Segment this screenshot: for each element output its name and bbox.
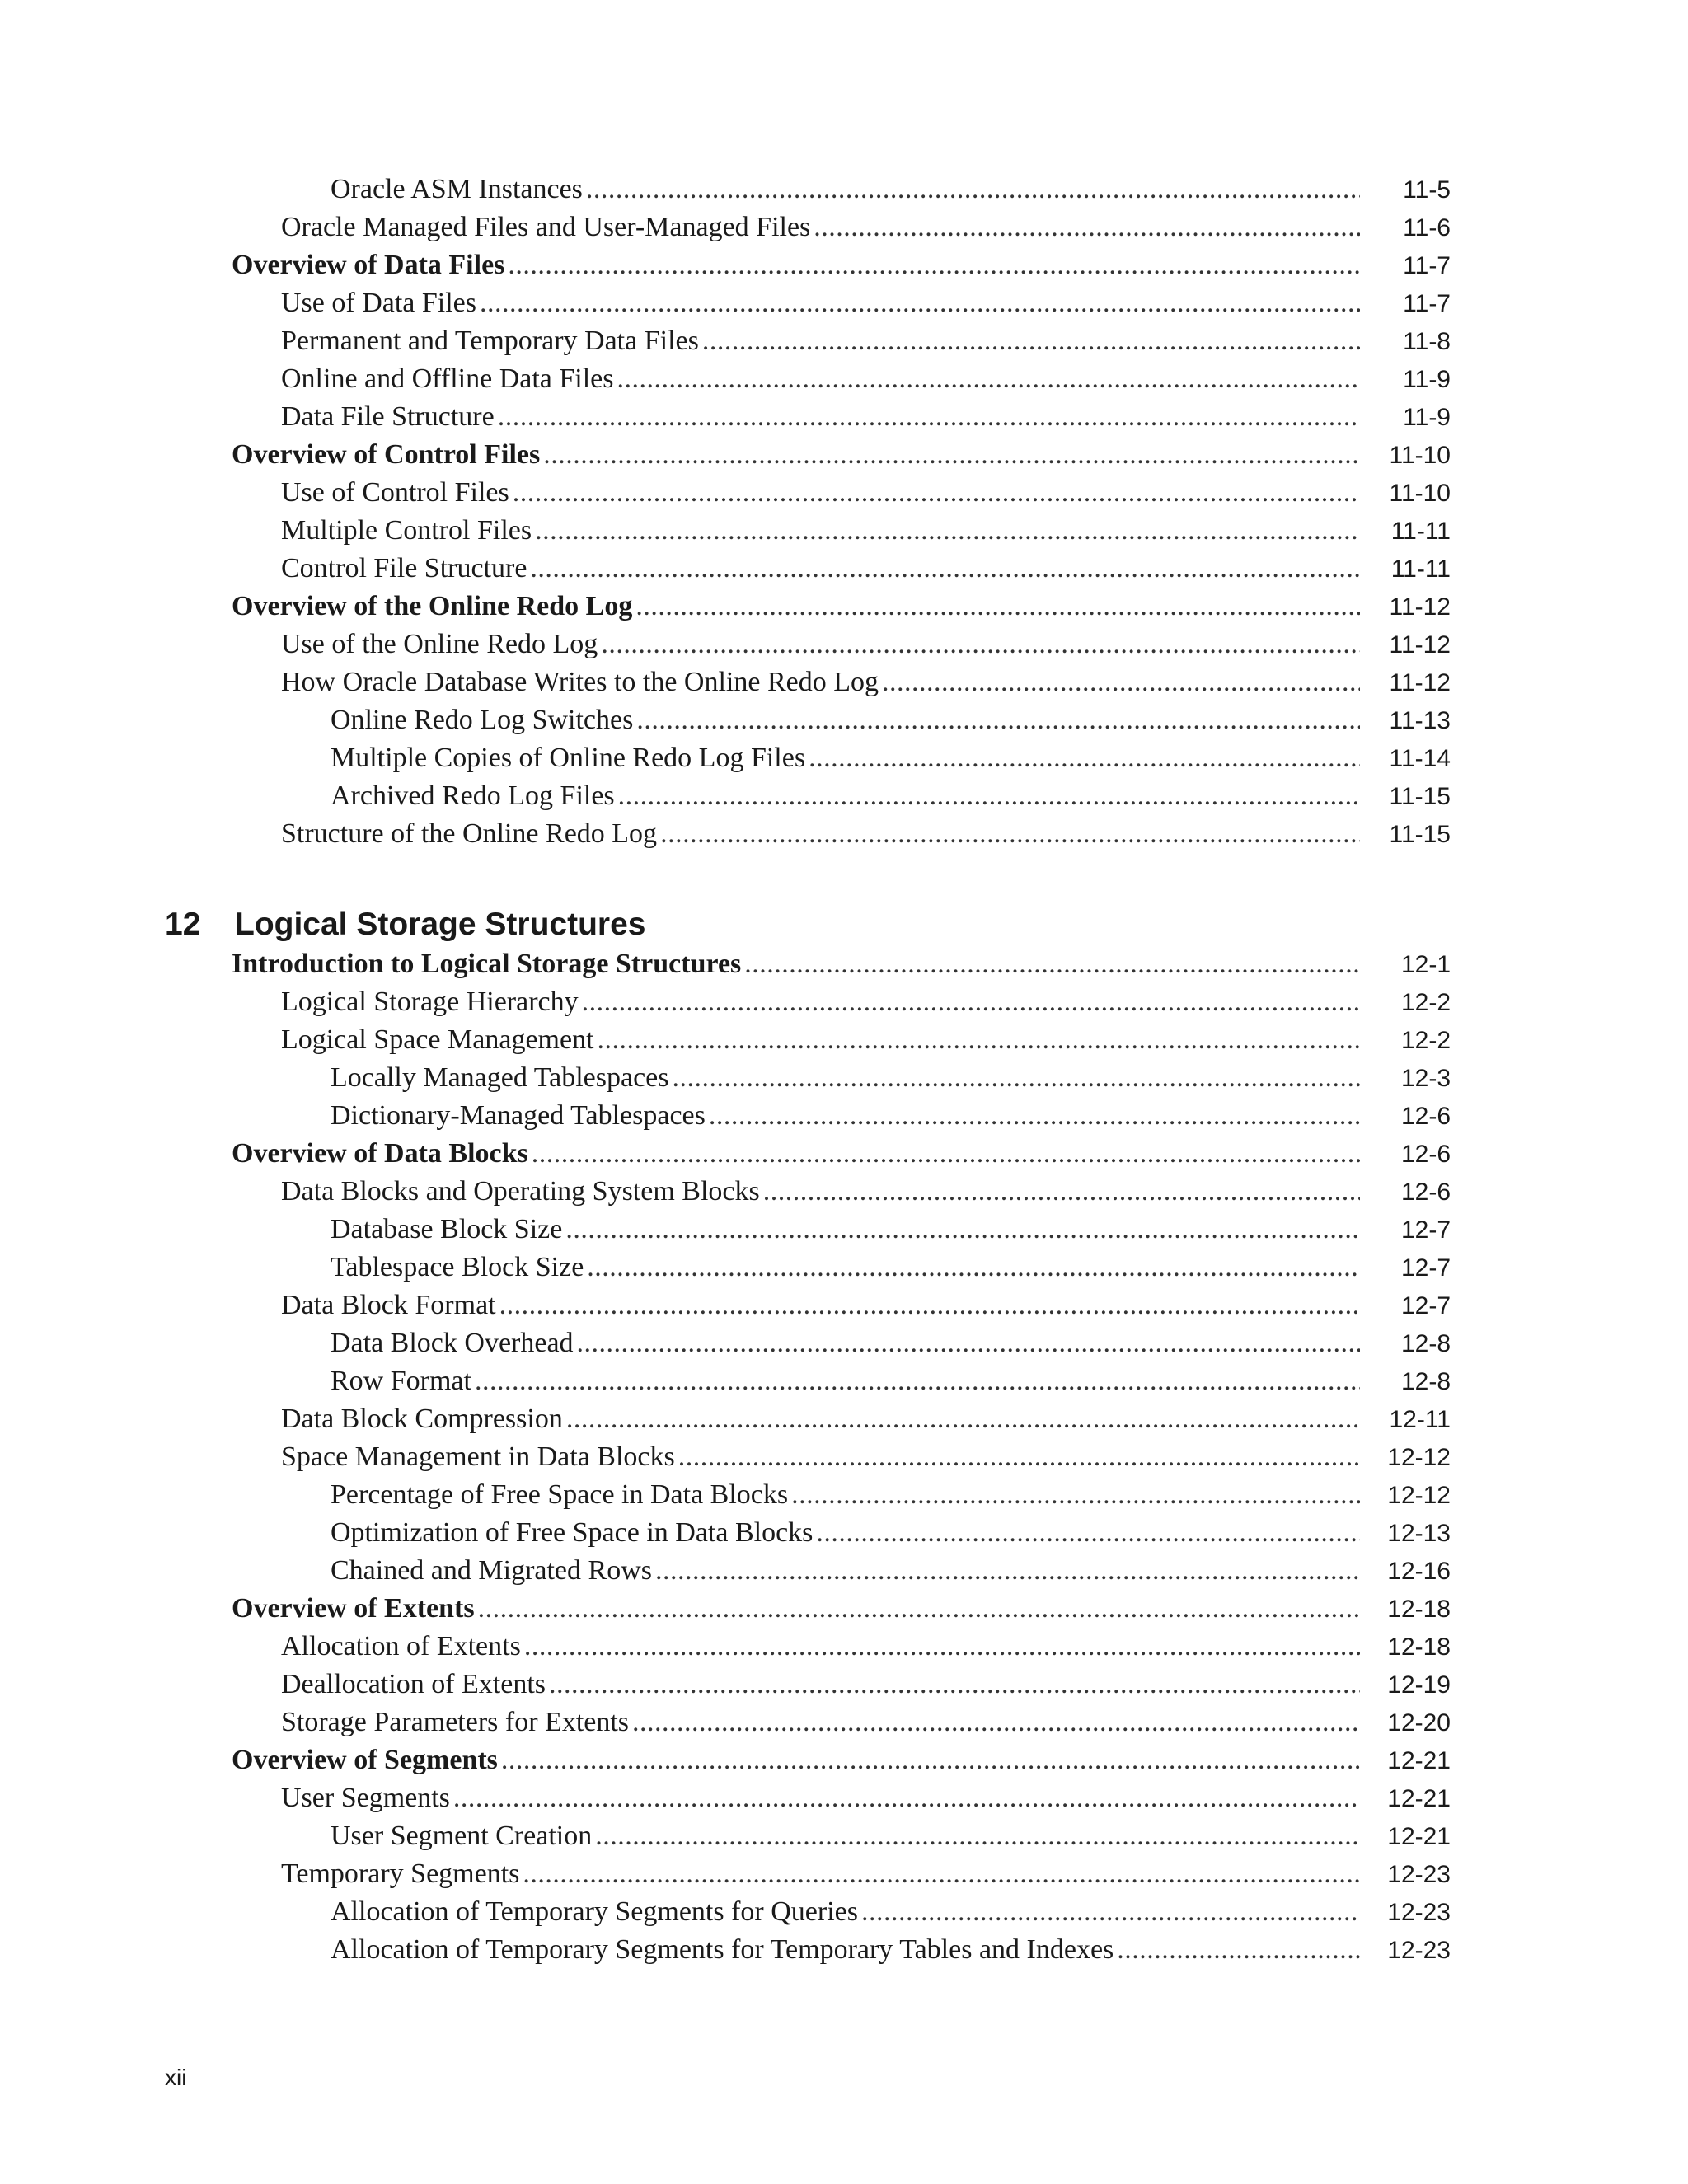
toc-entry[interactable] (232, 588, 1451, 626)
toc-page-number: 12-2 (1400, 989, 1451, 1016)
toc-entry-title: Permanent and Temporary Data Files (281, 326, 699, 356)
toc-entry-title: Space Management in Data Blocks (281, 1441, 675, 1472)
toc-entry[interactable] (281, 1173, 1451, 1211)
toc-entry[interactable] (331, 777, 1451, 815)
toc-page-number: 12-7 (1400, 1292, 1451, 1319)
toc-entry[interactable] (232, 1741, 1451, 1779)
toc-entry-title: How Oracle Database Writes to the Online Redo Log (281, 667, 879, 697)
toc-page-number: 12-8 (1400, 1330, 1451, 1357)
toc-page-number: 12-23 (1387, 1861, 1451, 1888)
dot-leader (513, 474, 1360, 512)
dot-leader (453, 1779, 1360, 1817)
toc-entry[interactable] (331, 1211, 1451, 1249)
toc-entry[interactable] (281, 1704, 1451, 1741)
toc-entry-title: Allocation of Temporary Segments for Temporary Tables and Indexes (331, 1934, 1114, 1965)
toc-page-number: 12-18 (1387, 1633, 1451, 1661)
toc-entry-title: Online Redo Log Switches (331, 705, 634, 735)
chapter-heading[interactable] (165, 903, 645, 946)
toc-page-number: 12-12 (1387, 1482, 1451, 1509)
toc-entry-title: Database Block Size (331, 1214, 563, 1244)
toc-page-number: 11-7 (1403, 290, 1451, 317)
dot-leader (1117, 1931, 1360, 1969)
dot-leader (524, 1628, 1360, 1666)
toc-entry[interactable] (331, 1476, 1451, 1514)
dot-leader (673, 1059, 1361, 1097)
toc-entry-title: Tablespace Block Size (331, 1252, 584, 1282)
toc-entry[interactable] (281, 360, 1451, 398)
toc-entry-title: Overview of the Online Redo Log (232, 591, 633, 621)
toc-page-number: 12-6 (1400, 1141, 1451, 1168)
toc-entry-title: Data Block Overhead (331, 1328, 574, 1358)
dot-leader (809, 739, 1360, 777)
dot-leader (882, 663, 1360, 701)
dot-leader (595, 1817, 1360, 1855)
toc-page-number: 12-23 (1387, 1937, 1451, 1964)
toc-page-number: 12-3 (1400, 1065, 1451, 1092)
toc-page-number: 12-11 (1389, 1406, 1451, 1433)
toc-page-number: 12-16 (1387, 1558, 1451, 1585)
toc-entry-title: Storage Parameters for Extents (281, 1707, 630, 1737)
toc-entry-title: Control File Structure (281, 553, 528, 583)
toc-entry[interactable] (281, 209, 1451, 246)
toc-entry-title: Allocation of Extents (281, 1631, 521, 1661)
dot-leader (601, 626, 1360, 663)
dot-leader (636, 701, 1360, 739)
toc-page-number: 11-14 (1389, 745, 1451, 772)
toc-entry-title: Data File Structure (281, 401, 495, 432)
toc-page-number: 11-11 (1390, 518, 1451, 545)
toc-entry-title: Overview of Data Files (232, 250, 505, 280)
toc-entry[interactable] (331, 171, 1451, 209)
toc-entry[interactable] (281, 1779, 1451, 1817)
dot-leader (635, 588, 1360, 626)
toc-entry-title: Multiple Copies of Online Redo Log Files (331, 743, 806, 773)
toc-page-number: 12-1 (1400, 951, 1451, 978)
toc-page-number: 12-13 (1387, 1520, 1451, 1547)
toc-page-number: 12-7 (1400, 1254, 1451, 1282)
dot-leader (678, 1438, 1360, 1476)
dot-leader (498, 398, 1360, 436)
toc-page-number: 11-8 (1403, 328, 1451, 355)
toc-page-number: 12-7 (1400, 1216, 1451, 1244)
toc-page-number: 11-15 (1389, 821, 1451, 848)
dot-leader (535, 512, 1360, 550)
dot-leader (582, 983, 1360, 1021)
toc-page-number: 11-7 (1403, 252, 1451, 279)
dot-leader (587, 1249, 1360, 1286)
toc-page-number: 11-11 (1390, 555, 1451, 583)
chapter-number: 12 (165, 907, 201, 942)
toc-page-number: 11-13 (1389, 707, 1451, 734)
toc-entry[interactable] (232, 246, 1451, 284)
toc-entry[interactable] (281, 983, 1451, 1021)
toc-entry-title: User Segments (281, 1783, 450, 1813)
toc-entry[interactable] (331, 1059, 1451, 1097)
toc-page-number: 12-21 (1387, 1747, 1451, 1774)
dot-leader (566, 1400, 1360, 1438)
toc-page-number: 12-20 (1387, 1709, 1451, 1736)
dot-leader (586, 171, 1360, 209)
dot-leader (549, 1666, 1360, 1704)
dot-leader (660, 815, 1360, 853)
toc-entry[interactable] (281, 815, 1451, 853)
toc-entry-title: Online and Offline Data Files (281, 363, 614, 394)
dot-leader (632, 1704, 1360, 1741)
dot-leader (814, 209, 1360, 246)
toc-entry-title: User Segment Creation (331, 1821, 593, 1851)
toc-entry-title: Data Blocks and Operating System Blocks (281, 1176, 760, 1207)
toc-entry-title: Dictionary-Managed Tablespaces (331, 1100, 706, 1131)
toc-entry-title: Overview of Data Blocks (232, 1138, 528, 1169)
dot-leader (763, 1173, 1360, 1211)
dot-leader (499, 1286, 1360, 1324)
toc-page-number: 11-10 (1389, 442, 1451, 469)
toc-entry-title: Overview of Segments (232, 1745, 498, 1775)
dot-leader (523, 1855, 1360, 1893)
page-folio: xii (165, 2064, 187, 2090)
toc-entry[interactable] (281, 398, 1451, 436)
toc-entry[interactable] (232, 945, 1451, 983)
toc-entry[interactable] (281, 1021, 1451, 1059)
toc-page-number: 11-9 (1403, 366, 1451, 393)
toc-entry[interactable] (232, 1135, 1451, 1173)
dot-leader (478, 1590, 1360, 1628)
toc-entry[interactable] (331, 1552, 1451, 1590)
toc-page-number: 12-21 (1387, 1823, 1451, 1850)
toc-entry[interactable] (331, 1514, 1451, 1552)
toc-entry-title: Use of the Online Redo Log (281, 629, 598, 659)
toc-entry-title: Data Block Format (281, 1290, 496, 1320)
toc-entry[interactable] (281, 474, 1451, 512)
toc-entry[interactable] (331, 1324, 1451, 1362)
dot-leader (508, 246, 1360, 284)
toc-entry-title: Multiple Control Files (281, 515, 532, 546)
dot-leader (861, 1893, 1360, 1931)
toc-entry-title: Locally Managed Tablespaces (331, 1062, 669, 1093)
toc-page-number: 12-12 (1387, 1444, 1451, 1471)
toc-entry[interactable] (281, 512, 1451, 550)
dot-leader (543, 436, 1360, 474)
toc-entry-title: Percentage of Free Space in Data Blocks (331, 1479, 789, 1510)
toc-entry-title: Logical Storage Hierarchy (281, 987, 579, 1017)
toc-entry[interactable] (281, 1400, 1451, 1438)
toc-page-number: 12-8 (1400, 1368, 1451, 1395)
toc-entry-title: Use of Data Files (281, 288, 477, 318)
toc-page-number: 11-9 (1403, 404, 1451, 431)
toc-entry-title: Allocation of Temporary Segments for Queries (331, 1896, 858, 1927)
dot-leader (565, 1211, 1360, 1249)
toc-entry[interactable] (331, 739, 1451, 777)
toc-entry[interactable] (281, 1286, 1451, 1324)
toc-entry-title: Row Format (331, 1366, 471, 1396)
toc-entry-title: Data Block Compression (281, 1404, 563, 1434)
toc-entry-title: Optimization of Free Space in Data Blocks (331, 1517, 814, 1548)
dot-leader (618, 777, 1360, 815)
toc-page-number: 11-12 (1389, 669, 1451, 696)
toc-page-number: 12-23 (1387, 1899, 1451, 1926)
toc-entry-title: Oracle Managed Files and User-Managed Files (281, 212, 811, 242)
toc-entry[interactable] (281, 1628, 1451, 1666)
dot-leader (501, 1741, 1360, 1779)
toc-entry-title: Overview of Extents (232, 1593, 475, 1624)
toc-entry[interactable] (331, 1249, 1451, 1286)
toc-entry[interactable] (281, 1438, 1451, 1476)
toc-entry-title: Structure of the Online Redo Log (281, 818, 658, 849)
dot-leader (577, 1324, 1360, 1362)
toc-entry[interactable] (331, 701, 1451, 739)
dot-leader (532, 1135, 1360, 1173)
toc-entry-title: Deallocation of Extents (281, 1669, 546, 1699)
toc-entry[interactable] (232, 436, 1451, 474)
toc-page-number: 12-6 (1400, 1103, 1451, 1130)
toc-entry[interactable] (281, 284, 1451, 322)
toc-entry[interactable] (281, 626, 1451, 663)
toc-entry-title: Use of Control Files (281, 477, 509, 508)
chapter-title: Logical Storage Structures (235, 907, 646, 942)
toc-entry[interactable] (281, 1666, 1451, 1704)
toc-entry[interactable] (281, 663, 1451, 701)
toc-entry[interactable] (281, 550, 1451, 588)
dot-leader (655, 1552, 1360, 1590)
toc-page-number: 12-18 (1387, 1596, 1451, 1623)
toc-page-number: 11-12 (1389, 631, 1451, 658)
toc-entry-title: Archived Redo Log Files (331, 780, 615, 811)
toc-entry[interactable] (232, 1590, 1451, 1628)
dot-leader (816, 1514, 1360, 1552)
toc-page-number: 12-6 (1400, 1179, 1451, 1206)
toc-entry-title: Overview of Control Files (232, 439, 541, 470)
toc-entry-title: Introduction to Logical Storage Structures (232, 949, 742, 979)
toc-entry[interactable] (331, 1817, 1451, 1855)
dot-leader (598, 1021, 1360, 1059)
toc-entry[interactable] (331, 1097, 1451, 1135)
toc-entry[interactable] (281, 322, 1451, 360)
toc-entry[interactable] (281, 1855, 1451, 1893)
toc-page-number: 11-15 (1389, 783, 1451, 810)
toc-entry-title: Logical Space Management (281, 1024, 594, 1055)
dot-leader (530, 550, 1360, 588)
dot-leader (480, 284, 1360, 322)
toc-page-number: 11-5 (1403, 176, 1451, 204)
toc-page-number: 12-19 (1387, 1671, 1451, 1699)
toc-page-number: 12-21 (1387, 1785, 1451, 1812)
dot-leader (475, 1362, 1360, 1400)
toc-page-number: 11-6 (1403, 214, 1451, 241)
toc-entry[interactable] (331, 1931, 1451, 1969)
dot-leader (709, 1097, 1360, 1135)
toc-page-number: 12-2 (1400, 1027, 1451, 1054)
toc-page-number: 11-10 (1389, 480, 1451, 507)
toc-page-number: 11-12 (1389, 593, 1451, 621)
dot-leader (702, 322, 1360, 360)
dot-leader (744, 945, 1360, 983)
toc-entry-title: Chained and Migrated Rows (331, 1555, 652, 1586)
toc-entry-title: Temporary Segments (281, 1858, 520, 1889)
toc-entry-title: Oracle ASM Instances (331, 174, 583, 204)
toc-entry[interactable] (331, 1362, 1451, 1400)
dot-leader (791, 1476, 1360, 1514)
dot-leader (617, 360, 1360, 398)
toc-entry[interactable] (331, 1893, 1451, 1931)
